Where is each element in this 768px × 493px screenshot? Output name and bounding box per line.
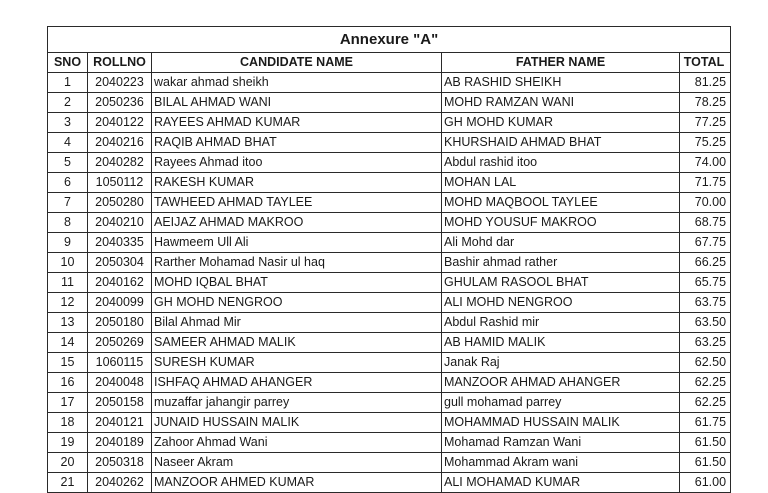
father-name-cell: KHURSHAID AHMAD BHAT — [442, 133, 680, 153]
sno-cell: 5 — [48, 153, 88, 173]
sno-cell: 10 — [48, 253, 88, 273]
table-row — [48, 413, 731, 433]
table-row — [48, 153, 731, 173]
rollno-cell: 2040210 — [88, 213, 152, 233]
candidate-name-cell: SAMEER AHMAD MALIK — [152, 333, 442, 353]
candidate-name-cell: Zahoor Ahmad Wani — [152, 433, 442, 453]
father-name-cell: Abdul rashid itoo — [442, 153, 680, 173]
rollno-cell: 2040262 — [88, 473, 152, 493]
total-cell: 75.25 — [680, 133, 731, 153]
father-name-cell: GHULAM RASOOL BHAT — [442, 273, 680, 293]
rollno-cell: 2050269 — [88, 333, 152, 353]
annexure-title: Annexure "A" — [48, 27, 731, 53]
title-row — [48, 27, 731, 53]
father-name-cell: Mohammad Akram wani — [442, 453, 680, 473]
table-row — [48, 313, 731, 333]
rollno-cell: 2040121 — [88, 413, 152, 433]
father-name-cell: Mohamad Ramzan Wani — [442, 433, 680, 453]
rollno-cell: 2050158 — [88, 393, 152, 413]
sno-cell: 12 — [48, 293, 88, 313]
father-name-cell: ALI MOHD NENGROO — [442, 293, 680, 313]
sno-cell: 15 — [48, 353, 88, 373]
candidate-name-cell: SURESH KUMAR — [152, 353, 442, 373]
rollno-cell: 2040162 — [88, 273, 152, 293]
table-row — [48, 93, 731, 113]
total-cell: 68.75 — [680, 213, 731, 233]
rollno-cell: 2040216 — [88, 133, 152, 153]
table-row — [48, 233, 731, 253]
candidate-name-cell: Bilal Ahmad Mir — [152, 313, 442, 333]
candidate-name-cell: wakar ahmad sheikh — [152, 73, 442, 93]
candidate-name-cell: BILAL AHMAD WANI — [152, 93, 442, 113]
candidate-name-cell: muzaffar jahangir parrey — [152, 393, 442, 413]
table-row — [48, 473, 731, 493]
sno-cell: 4 — [48, 133, 88, 153]
sno-cell: 20 — [48, 453, 88, 473]
candidate-name-cell: RAYEES AHMAD KUMAR — [152, 113, 442, 133]
candidate-name-cell: JUNAID HUSSAIN MALIK — [152, 413, 442, 433]
father-name-cell: MOHD YOUSUF MAKROO — [442, 213, 680, 233]
father-name-cell: MANZOOR AHMAD AHANGER — [442, 373, 680, 393]
father-name-cell: gull mohamad parrey — [442, 393, 680, 413]
total-cell: 61.50 — [680, 433, 731, 453]
candidate-name-cell: MOHD IQBAL BHAT — [152, 273, 442, 293]
rollno-cell: 2040189 — [88, 433, 152, 453]
merit-list-table — [47, 26, 731, 493]
sno-cell: 21 — [48, 473, 88, 493]
rollno-cell: 2050318 — [88, 453, 152, 473]
candidate-name-cell: MANZOOR AHMED KUMAR — [152, 473, 442, 493]
candidate-name-cell: RAQIB AHMAD BHAT — [152, 133, 442, 153]
total-cell: 66.25 — [680, 253, 731, 273]
total-cell: 61.50 — [680, 453, 731, 473]
total-cell: 61.75 — [680, 413, 731, 433]
sno-cell: 3 — [48, 113, 88, 133]
rollno-cell: 2050236 — [88, 93, 152, 113]
rollno-cell: 2050180 — [88, 313, 152, 333]
rollno-cell: 1060115 — [88, 353, 152, 373]
total-cell: 71.75 — [680, 173, 731, 193]
total-cell: 65.75 — [680, 273, 731, 293]
sno-cell: 2 — [48, 93, 88, 113]
table-row — [48, 433, 731, 453]
header-candidate-name: CANDIDATE NAME — [152, 53, 442, 73]
rollno-cell: 1050112 — [88, 173, 152, 193]
father-name-cell: ALI MOHAMAD KUMAR — [442, 473, 680, 493]
rollno-cell: 2050304 — [88, 253, 152, 273]
table-row — [48, 453, 731, 473]
rollno-cell: 2040335 — [88, 233, 152, 253]
total-cell: 63.25 — [680, 333, 731, 353]
total-cell: 81.25 — [680, 73, 731, 93]
header-rollno: ROLLNO — [88, 53, 152, 73]
father-name-cell: Ali Mohd dar — [442, 233, 680, 253]
candidate-name-cell: Rarther Mohamad Nasir ul haq — [152, 253, 442, 273]
rollno-cell: 2040122 — [88, 113, 152, 133]
table-row — [48, 333, 731, 353]
table-row — [48, 293, 731, 313]
rollno-cell: 2050280 — [88, 193, 152, 213]
table-row — [48, 173, 731, 193]
rollno-cell: 2040223 — [88, 73, 152, 93]
total-cell: 62.25 — [680, 373, 731, 393]
header-row — [48, 53, 731, 73]
table-row — [48, 393, 731, 413]
sno-cell: 11 — [48, 273, 88, 293]
sno-cell: 19 — [48, 433, 88, 453]
father-name-cell: Bashir ahmad rather — [442, 253, 680, 273]
father-name-cell: GH MOHD KUMAR — [442, 113, 680, 133]
sno-cell: 18 — [48, 413, 88, 433]
table-row — [48, 253, 731, 273]
table-row — [48, 193, 731, 213]
table-body — [48, 73, 731, 493]
header-total: TOTAL — [680, 53, 731, 73]
total-cell: 62.50 — [680, 353, 731, 373]
total-cell: 67.75 — [680, 233, 731, 253]
sno-cell: 9 — [48, 233, 88, 253]
candidate-name-cell: RAKESH KUMAR — [152, 173, 442, 193]
total-cell: 70.00 — [680, 193, 731, 213]
sno-cell: 16 — [48, 373, 88, 393]
father-name-cell: AB HAMID MALIK — [442, 333, 680, 353]
father-name-cell: Abdul Rashid mir — [442, 313, 680, 333]
candidate-name-cell: Naseer Akram — [152, 453, 442, 473]
table-row — [48, 113, 731, 133]
total-cell: 62.25 — [680, 393, 731, 413]
sno-cell: 13 — [48, 313, 88, 333]
total-cell: 74.00 — [680, 153, 731, 173]
candidate-name-cell: TAWHEED AHMAD TAYLEE — [152, 193, 442, 213]
candidate-name-cell: ISHFAQ AHMAD AHANGER — [152, 373, 442, 393]
rollno-cell: 2040282 — [88, 153, 152, 173]
table-row — [48, 213, 731, 233]
table-row — [48, 133, 731, 153]
father-name-cell: MOHAMMAD HUSSAIN MALIK — [442, 413, 680, 433]
table-row — [48, 353, 731, 373]
candidate-name-cell: AEIJAZ AHMAD MAKROO — [152, 213, 442, 233]
sno-cell: 1 — [48, 73, 88, 93]
header-sno: SNO — [48, 53, 88, 73]
candidate-name-cell: GH MOHD NENGROO — [152, 293, 442, 313]
table-row — [48, 373, 731, 393]
father-name-cell: MOHD RAMZAN WANI — [442, 93, 680, 113]
table-row — [48, 73, 731, 93]
candidate-name-cell: Hawmeem Ull Ali — [152, 233, 442, 253]
total-cell: 77.25 — [680, 113, 731, 133]
annexure-sheet — [47, 26, 730, 493]
sno-cell: 14 — [48, 333, 88, 353]
sno-cell: 7 — [48, 193, 88, 213]
table-row — [48, 273, 731, 293]
rollno-cell: 2040099 — [88, 293, 152, 313]
total-cell: 61.00 — [680, 473, 731, 493]
sno-cell: 17 — [48, 393, 88, 413]
total-cell: 63.75 — [680, 293, 731, 313]
total-cell: 78.25 — [680, 93, 731, 113]
sno-cell: 6 — [48, 173, 88, 193]
father-name-cell: MOHAN LAL — [442, 173, 680, 193]
father-name-cell: Janak Raj — [442, 353, 680, 373]
total-cell: 63.50 — [680, 313, 731, 333]
father-name-cell: AB RASHID SHEIKH — [442, 73, 680, 93]
rollno-cell: 2040048 — [88, 373, 152, 393]
father-name-cell: MOHD MAQBOOL TAYLEE — [442, 193, 680, 213]
candidate-name-cell: Rayees Ahmad itoo — [152, 153, 442, 173]
sno-cell: 8 — [48, 213, 88, 233]
header-father-name: FATHER NAME — [442, 53, 680, 73]
